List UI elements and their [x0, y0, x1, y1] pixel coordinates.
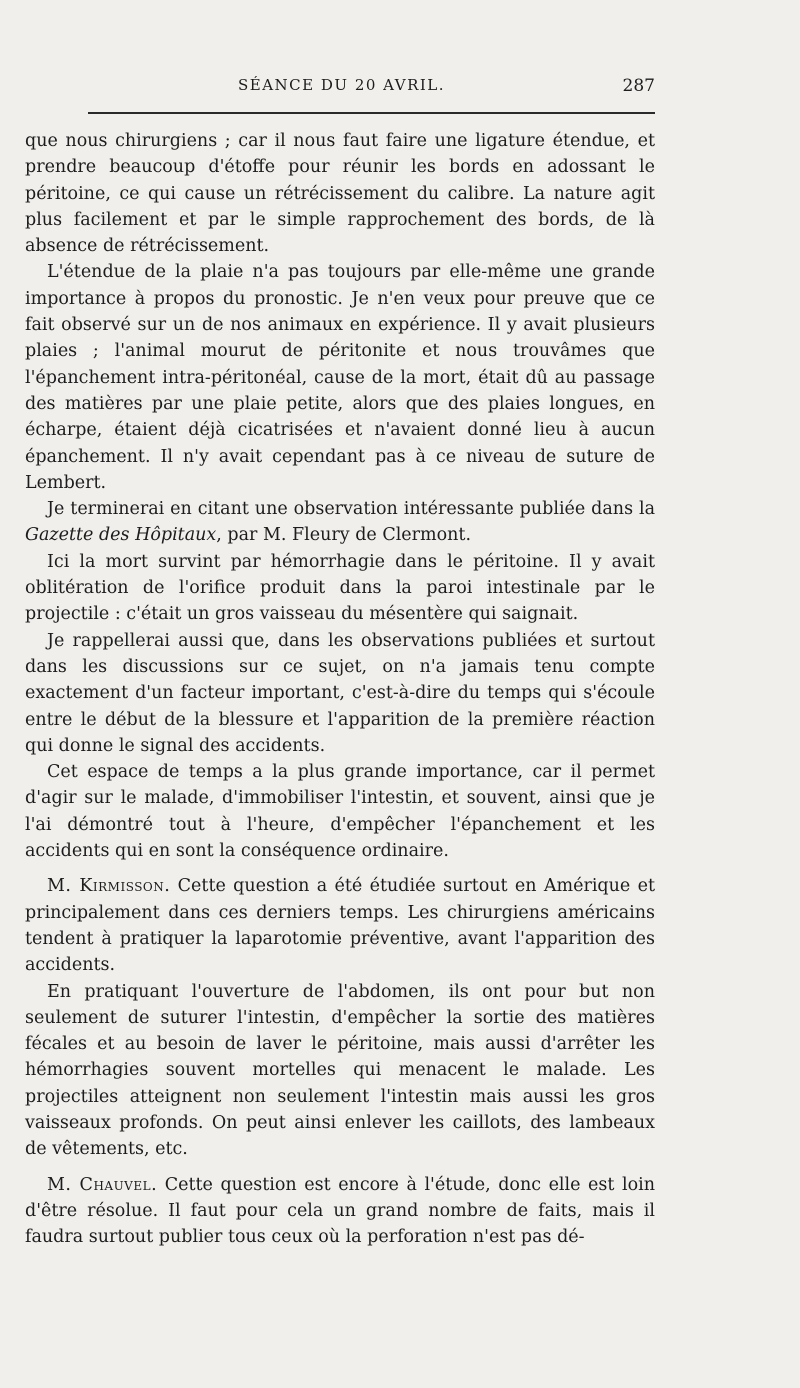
speaker-name: M. Chauvel. — [47, 1174, 158, 1195]
page-number: 287 — [622, 76, 655, 96]
paragraph: En pratiquant l'ouverture de l'abdomen, ils ont pour but non seulement de suturer l'intestin, d'empêcher la sortie des matières fécales et au besoin de laver le péritoine, mais aussi d'arrêter les hémorrhagies souvent mortelles qui menacent le malade. Les projectiles atteignent non seulement l'intestin mais aussi les gros vaisseaux profonds. On peut ainsi enlever les caillots, des lambeaux de vêtements, etc. — [25, 981, 655, 1160]
paragraph: que nous chirurgiens ; car il nous faut faire une ligature étendue, et prendre beaucoup d'étoffe pour réunir les bords en adossant le péritoine, ce qui cause un rétrécissement du calibre. La nature agit plus facilement et par le simple rapprochement des bords, de là absence de rétrécissement. — [25, 131, 655, 257]
paragraph — [25, 496, 655, 549]
paragraph — [25, 873, 655, 978]
body-text — [25, 128, 655, 1250]
page-header — [90, 76, 655, 100]
paragraph: L'étendue de la plaie n'a pas toujours par elle-même une grande importance à propos du pronostic. Je n'en veux pour preuve que ce fait observé sur un de nos animaux en expérience. Il y avait plusieurs plaies ; l'animal mourut de péritonite et nous trouvâmes que l'épanchement intra-péritonéal, cause de la mort, était dû au passage des matières par une plaie petite, alors que des plaies longues, en écharpe, étaient déjà cicatrisées et n'avaient donné lieu à aucun épanchement. Il n'y avait cependant pas à ce niveau de suture de Lembert. — [25, 262, 655, 493]
running-head: SÉANCE DU 20 AVRIL. — [238, 76, 446, 94]
speaker-name: M. Kirmisson. — [47, 876, 171, 897]
paragraph-text: , par M. Fleury de Clermont. — [216, 525, 472, 546]
paragraph — [25, 1172, 655, 1251]
paragraph: Cet espace de temps a la plus grande importance, car il permet d'agir sur le malade, d'immobiliser l'intestin, et souvent, ainsi que je l'ai démontré tout à l'heure, d'empêcher l'épanchement et les accidents qui en sont la conséquence ordinaire. — [25, 762, 655, 862]
paragraph-text: Je terminerai en citant une observation intéressante publiée dans la — [47, 499, 655, 520]
paragraph: Ici la mort survint par hémorrhagie dans le péritoine. Il y avait oblitération de l'orifice produit dans la paroi intestinale par le projectile : c'était un gros vaisseau du mésentère qui saignait. — [25, 551, 655, 625]
paragraph-text: Cette question est encore à l'étude, donc elle est loin d'être résolue. Il faut pour cela un grand nombre de faits, mais il faudra surtout publier tous ceux où la perforation n'est pas dé- — [25, 1174, 655, 1248]
header-rule — [88, 112, 655, 114]
paragraph: Je rappellerai aussi que, dans les observations publiées et surtout dans les discussions sur ce sujet, on n'a jamais tenu compte exactement d'un facteur important, c'est-à-dire du temps qui s'écoule entre le début de la blessure et l'apparition de la première réaction qui donne le signal des accidents. — [25, 630, 655, 756]
journal-title: Gazette des Hôpitaux — [25, 525, 217, 546]
paragraph-text: Cette question a été étudiée surtout en Amérique et principalement dans ces derniers temps. Les chirurgiens américains tendent à pratiquer la laparotomie préventive, avant l'apparition des accidents. — [25, 876, 655, 976]
